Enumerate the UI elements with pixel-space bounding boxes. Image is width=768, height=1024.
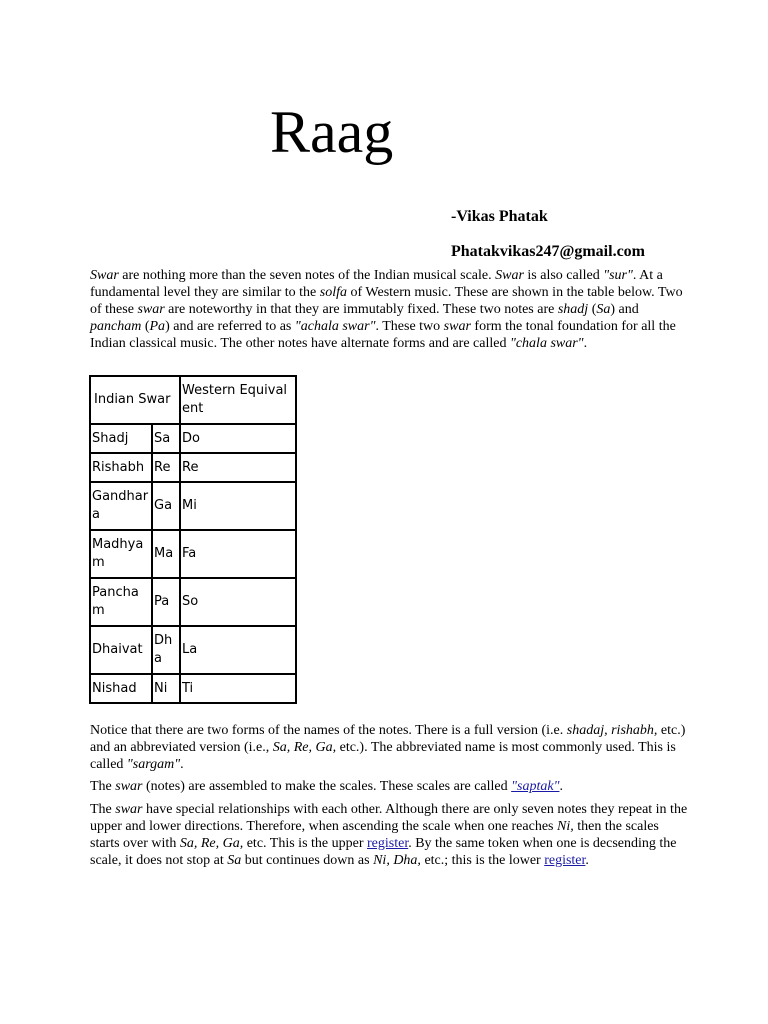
- text-italic: Swar: [90, 268, 119, 283]
- text-run: The: [90, 802, 116, 817]
- western-note: Re: [180, 453, 296, 482]
- text-italic: "chala swar": [509, 336, 584, 351]
- text-italic: Sa, Re, Ga,: [179, 836, 244, 851]
- text-run: but continues down as: [241, 853, 374, 868]
- swar-name: Dhaivat: [90, 626, 152, 674]
- text-italic: shadaj, rishabh,: [566, 723, 658, 738]
- text-run: etc.; this is the lower: [420, 853, 545, 868]
- swar-short: Re: [152, 453, 180, 482]
- notice-paragraph: [90, 722, 688, 773]
- text-italic: Pa: [149, 319, 166, 334]
- register-link-upper[interactable]: register: [367, 836, 409, 851]
- western-note: Ti: [180, 674, 296, 703]
- saptak-link-text: "saptak": [511, 779, 560, 794]
- swar-short: Sa: [152, 424, 180, 453]
- swar-name: Nishad: [90, 674, 152, 703]
- text-italic: swar: [137, 302, 165, 317]
- table-row: [90, 626, 296, 674]
- text-run: are nothing more than the seven notes of the Indian musical scale.: [118, 268, 496, 283]
- western-note: Mi: [180, 482, 296, 530]
- text-run: .: [180, 757, 184, 772]
- text-run: form the tonal foundation for all the Indian classical music. The other notes have alternate forms and are called: [90, 319, 676, 351]
- text-run: ) and are referred to as: [165, 319, 295, 334]
- swar-table: [89, 375, 297, 704]
- text-italic: Ni, Dha,: [373, 853, 421, 868]
- swar-short: Ma: [152, 530, 180, 578]
- register-link-lower[interactable]: register: [544, 853, 586, 868]
- header-western-equivalent: Western Equivalent: [180, 376, 296, 424]
- text-run: . By the same token when one is decsending the scale, it does not stop at: [90, 836, 677, 868]
- table-row: [90, 453, 296, 482]
- text-run: etc. This is the upper: [243, 836, 367, 851]
- text-italic: swar: [443, 319, 471, 334]
- western-note: Do: [180, 424, 296, 453]
- swar-name: Rishabh: [90, 453, 152, 482]
- swar-name: Gandhara: [90, 482, 152, 530]
- swar-short: Pa: [152, 578, 180, 626]
- text-run: have special relationships with each other. Although there are only seven notes they repeat in the upper and lower directions. Therefore, when ascending the scale when one reaches: [90, 802, 688, 834]
- western-note: So: [180, 578, 296, 626]
- relationships-paragraph: [90, 801, 688, 869]
- text-run: etc.) and an abbreviated version (i.e.,: [90, 723, 686, 755]
- text-italic: solfa: [319, 285, 347, 300]
- text-run: (: [141, 319, 150, 334]
- text-italic: "achala swar": [294, 319, 376, 334]
- text-run: (notes) are assembled to make the scales. These scales are called: [142, 779, 512, 794]
- text-run: .: [559, 779, 563, 794]
- swar-name: Madhyam: [90, 530, 152, 578]
- table-row: [90, 424, 296, 453]
- swar-short: Ni: [152, 674, 180, 703]
- text-run: (: [588, 302, 597, 317]
- table-row: [90, 482, 296, 530]
- text-run: of Western music. These are shown in the table below. Two of these: [90, 285, 683, 317]
- text-run: then the scales starts over with: [90, 819, 659, 851]
- text-italic: pancham: [90, 319, 142, 334]
- text-run: The: [90, 779, 116, 794]
- table-row: [90, 674, 296, 703]
- swar-name: Pancham: [90, 578, 152, 626]
- text-run: Notice that there are two forms of the names of the notes. There is a full version (i.e.: [90, 723, 567, 738]
- text-run: is also called: [523, 268, 604, 283]
- table-header-row: [90, 376, 296, 424]
- header-indian-swar: Indian Swar: [90, 376, 180, 424]
- swar-name: Shadj: [90, 424, 152, 453]
- western-note: La: [180, 626, 296, 674]
- text-run: .: [585, 853, 589, 868]
- text-italic: Sa: [227, 853, 242, 868]
- text-run: ) and: [610, 302, 639, 317]
- saptak-link[interactable]: [511, 779, 559, 794]
- swar-short: Dha: [152, 626, 180, 674]
- intro-paragraph: [90, 267, 688, 352]
- swar-short: Ga: [152, 482, 180, 530]
- text-italic: "sur": [603, 268, 633, 283]
- text-italic: "sargam": [126, 757, 181, 772]
- western-note: Fa: [180, 530, 296, 578]
- table-row: [90, 530, 296, 578]
- author-email: Phatakvikas247@gmail.com: [451, 243, 645, 260]
- text-run: . These two: [375, 319, 444, 334]
- text-run: .: [583, 336, 588, 351]
- text-italic: Swar: [495, 268, 524, 283]
- text-italic: shadj: [557, 302, 589, 317]
- text-italic: Sa, Re, Ga,: [272, 740, 337, 755]
- text-italic: Sa: [596, 302, 611, 317]
- table-row: [90, 578, 296, 626]
- text-italic: swar: [115, 779, 143, 794]
- text-run: . At a fundamental level they are similar to the: [90, 268, 663, 300]
- page-title: Raag: [270, 99, 394, 165]
- text-italic: swar: [115, 802, 143, 817]
- text-run: are noteworthy in that they are immutably fixed. These two notes are: [164, 302, 558, 317]
- text-italic: Ni,: [557, 819, 574, 834]
- text-run: etc.). The abbreviated name is most commonly used. This is called: [90, 740, 676, 772]
- assembled-paragraph: [90, 778, 688, 795]
- author-name: -Vikas Phatak: [451, 208, 548, 225]
